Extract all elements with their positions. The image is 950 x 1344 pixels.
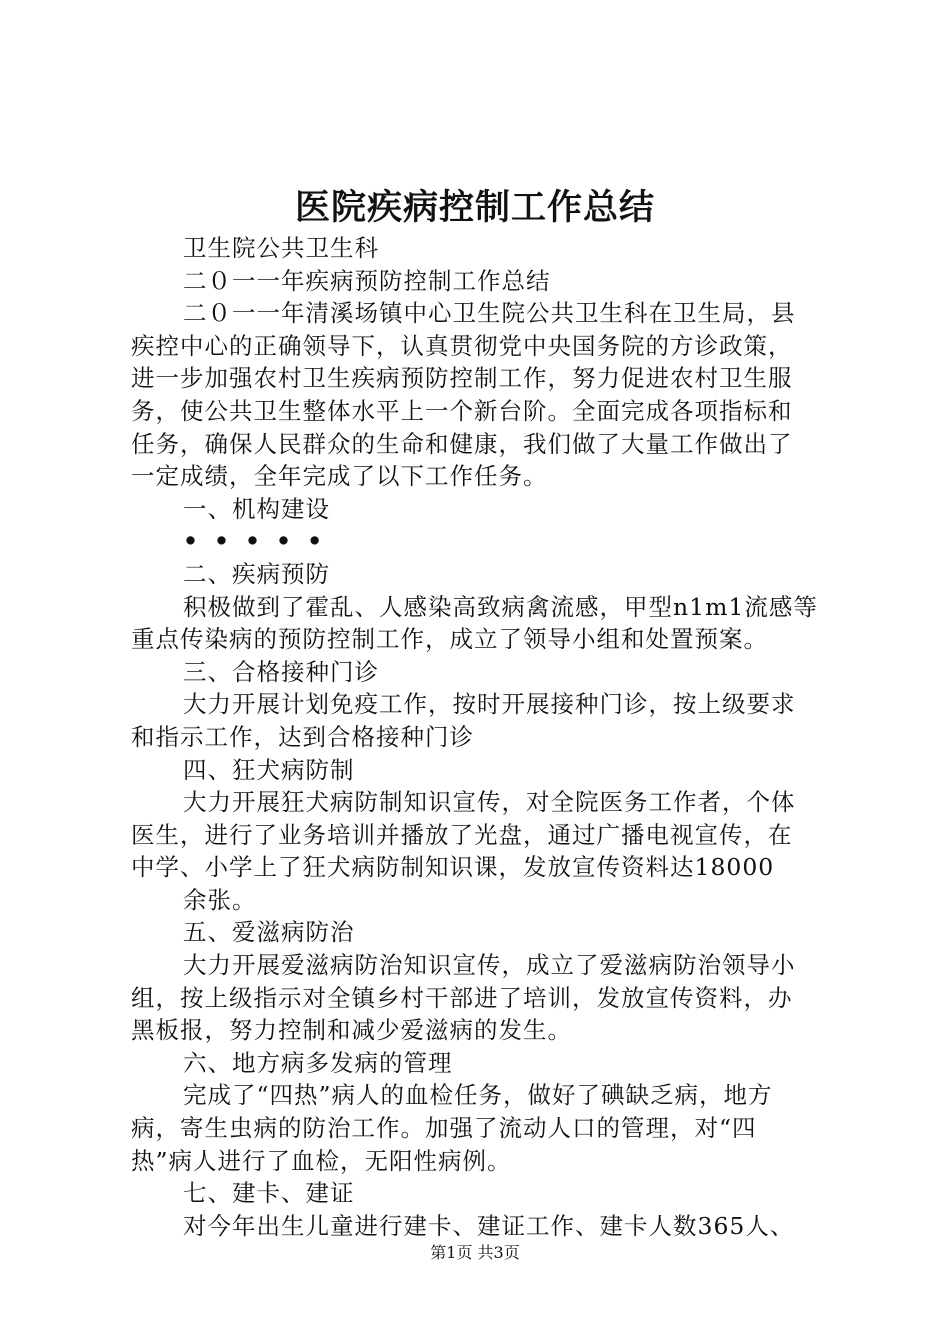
- body-line: 和指示工作，达到合格接种门诊: [131, 722, 474, 751]
- body-line: 二０一一年清溪场镇中心卫生院公共卫生科在卫生局，县: [183, 299, 796, 328]
- body-line: 大力开展计划免疫工作，按时开展接种门诊，按上级要求: [183, 690, 796, 719]
- body-line: 一定成绩，全年完成了以下工作任务。: [131, 462, 548, 491]
- section-heading: 二、疾病预防: [183, 559, 330, 588]
- body-line: 中学、小学上了狂犬病防制知识课，发放宣传资料达18000: [131, 853, 775, 882]
- document-title: 医院疾病控制工作总结: [294, 187, 655, 228]
- body-line: 热”病人进行了血检，无阳性病例。: [131, 1146, 512, 1175]
- body-line: 组，按上级指示对全镇乡村干部进了培训，发放宣传资料，办: [131, 983, 793, 1012]
- page-number-footer: 第1页 共3页: [430, 1243, 520, 1262]
- body-line: 务，使公共卫生整体水平上一个新台阶。全面完成各项指标和: [131, 396, 793, 425]
- body-line: 完成了“四热”病人的血检任务，做好了碘缺乏病，地方: [183, 1081, 773, 1110]
- body-line: 任务，确保人民群众的生命和健康，我们做了大量工作做出了: [131, 429, 793, 458]
- section-heading: 五、爱滋病防治: [183, 918, 355, 947]
- body-line: 卫生院公共卫生科: [183, 234, 379, 262]
- body-line: 疾控中心的正确领导下，认真贯彻党中央国务院的方诊政策，: [131, 331, 793, 360]
- body-line: 重点传染病的预防控制工作，成立了领导小组和处置预案。: [131, 625, 768, 654]
- body-line: 病，寄生虫病的防治工作。加强了流动人口的管理，对“四: [131, 1114, 757, 1143]
- section-heading: 七、建卡、建证: [183, 1179, 355, 1208]
- bullet-dots: •••••: [183, 527, 339, 556]
- body-line: 积极做到了霍乱、人感染高致病禽流感，甲型n1m1流感等: [183, 592, 818, 621]
- body-line: 二０一一年疾病预防控制工作总结: [183, 266, 551, 295]
- body-line: 余张。: [183, 885, 257, 914]
- body-line: 大力开展爱滋病防治知识宣传，成立了爱滋病防治领导小: [183, 951, 796, 980]
- section-heading: 三、合格接种门诊: [183, 657, 379, 686]
- body-line: 大力开展狂犬病防制知识宣传，对全院医务工作者，个体: [183, 788, 796, 817]
- body-line: 黑板报，努力控制和减少爱滋病的发生。: [131, 1016, 572, 1045]
- body-line: 对今年出生儿童进行建卡、建证工作、建卡人数365人、: [183, 1211, 795, 1240]
- section-heading: 四、狂犬病防制: [183, 755, 355, 784]
- document-body: [131, 232, 831, 1242]
- body-line: 进一步加强农村卫生疾病预防控制工作，努力促进农村卫生服: [131, 364, 793, 393]
- section-heading: 六、地方病多发病的管理: [183, 1048, 453, 1077]
- section-heading: 一、机构建设: [183, 494, 330, 523]
- body-line: 医生，进行了业务培训并播放了光盘，通过广播电视宣传，在: [131, 820, 793, 849]
